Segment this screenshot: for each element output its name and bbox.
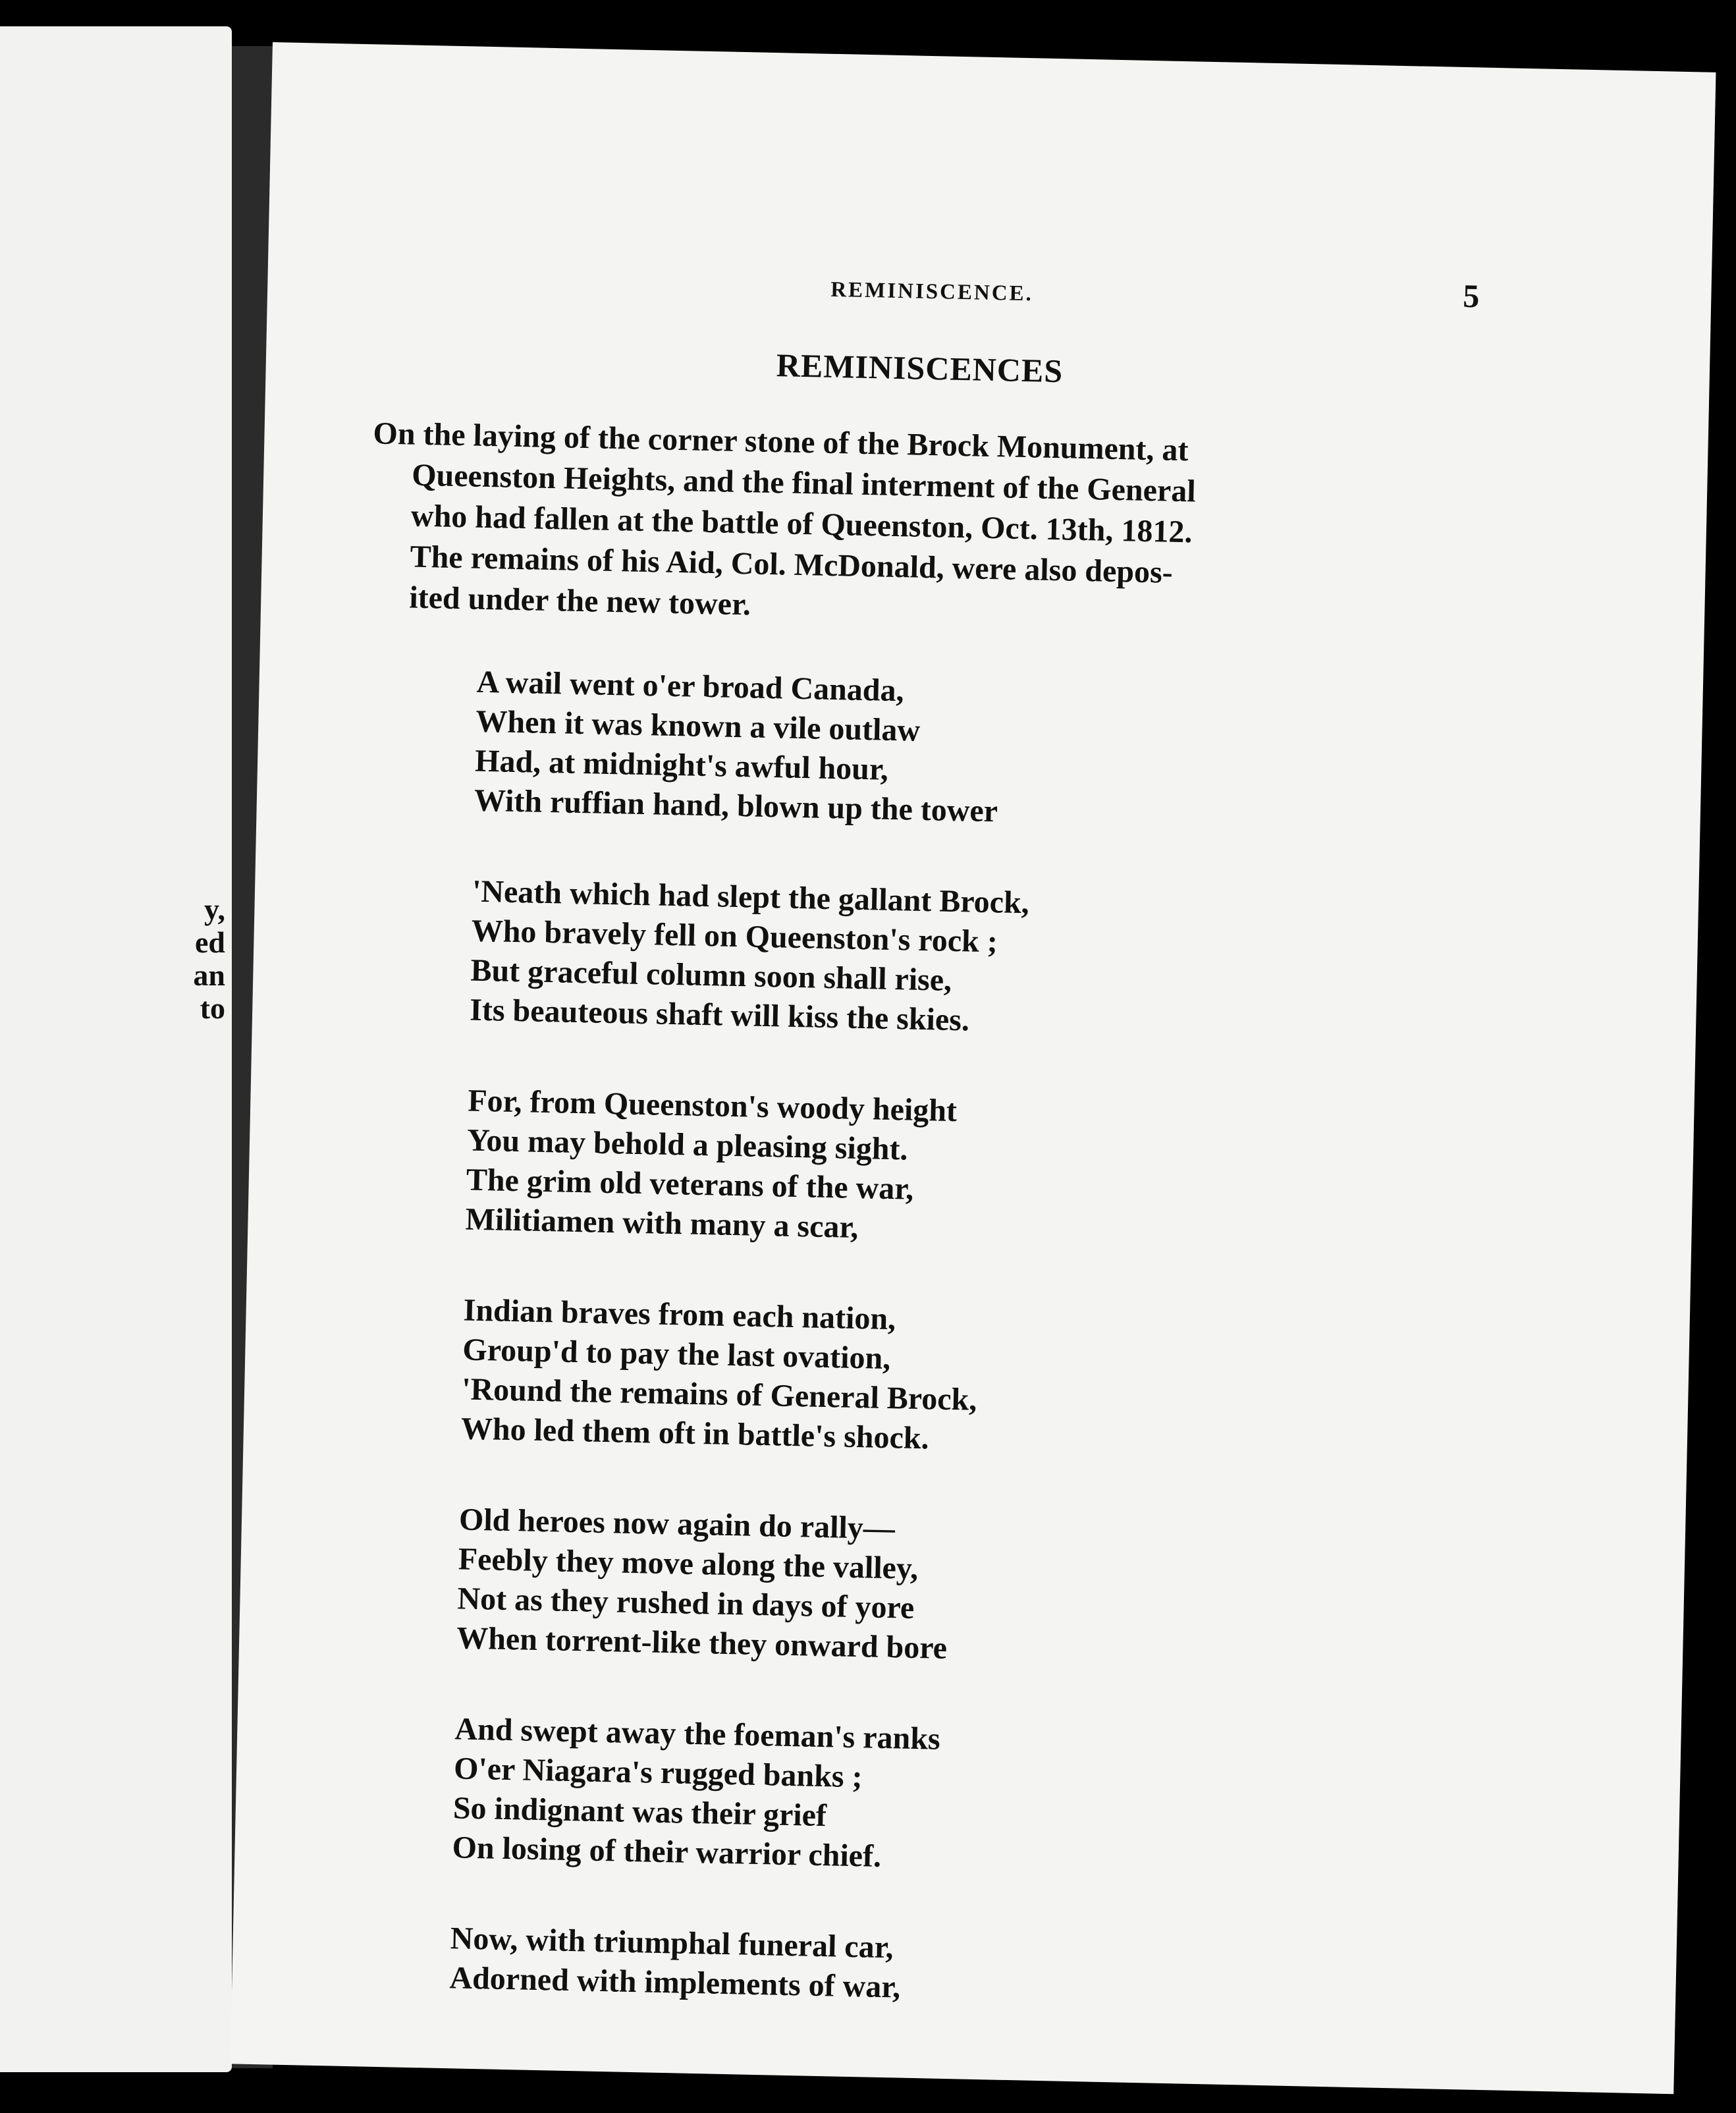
stanza	[465, 1082, 1025, 1251]
intro-line: On the laying of the corner stone of the Brock Monument, at	[373, 416, 1189, 468]
poem-line: Who led them oft in battle's shock.	[460, 1411, 930, 1456]
poem-line: Old heroes now again do rally—	[458, 1502, 896, 1547]
margin-fragment: to	[200, 991, 225, 1025]
intro-line: who had fallen at the battle of Queenston, Oct. 13th, 1812.	[410, 498, 1193, 550]
poem-line: On losing of their warrior chief.	[452, 1830, 882, 1874]
poem-line: Its beauteous shaft will kiss the skies.	[469, 992, 970, 1038]
poem-line: O'er Niagara's rugged banks ;	[453, 1751, 863, 1795]
stanza	[474, 663, 1034, 833]
left-page-margin-fragments	[193, 893, 225, 1025]
poem-line: Not as they rushed in days of yore	[457, 1581, 915, 1626]
poem-line: Who bravely fell on Queenston's rock ;	[471, 913, 998, 960]
stanza	[452, 1709, 1012, 1879]
poem-line: You may behold a pleasing sight.	[466, 1122, 909, 1167]
intro-line: ited under the new tower.	[408, 580, 751, 622]
poem-line: Had, at midnight's awful hour,	[474, 743, 889, 787]
stanza	[460, 1290, 1021, 1460]
poem-line: Feebly they move along the valley,	[458, 1541, 919, 1587]
intro-paragraph	[373, 414, 1450, 640]
intro-line: The remains of his Aid, Col. McDonald, were also depos-	[410, 539, 1174, 590]
stanza	[449, 1919, 1008, 2010]
poem-line: When torrent-like they onward bore	[456, 1620, 948, 1666]
poem	[448, 663, 1034, 2061]
poem-line: With ruffian hand, blown up the tower	[474, 782, 998, 829]
page-number: 5	[1462, 277, 1480, 315]
poem-line: 'Neath which had slept the gallant Brock,	[472, 873, 1030, 921]
right-page	[231, 42, 1716, 2094]
running-head: REMINISCENCE.	[830, 277, 1034, 306]
margin-fragment: y,	[204, 892, 225, 926]
poem-line: When it was known a vile outlaw	[475, 703, 921, 748]
left-page	[0, 26, 232, 2072]
stanza	[456, 1500, 1017, 1670]
stanza	[470, 872, 1030, 1042]
poem-line: So indignant was their grief	[452, 1790, 827, 1834]
intro-line: Queenston Heights, and the final interment of the General	[411, 457, 1197, 509]
poem-line: Indian braves from each nation,	[463, 1292, 896, 1337]
margin-fragment: ed	[195, 925, 225, 959]
poem-line: Group'd to pay the last ovation,	[462, 1332, 891, 1377]
poem-line: Now, with triumphal funeral car,	[450, 1921, 894, 1965]
margin-fragment: an	[193, 958, 225, 992]
poem-line: A wail went o'er broad Canada,	[476, 664, 905, 709]
poem-line: 'Round the remains of General Brock,	[461, 1371, 977, 1417]
poem-line: Militiamen with many a scar,	[465, 1201, 859, 1246]
poem-line: Adorned with implements of war,	[448, 1960, 901, 2005]
page-title: REMINISCENCES	[776, 346, 1064, 390]
poem-line: The grim old veterans of the war,	[466, 1162, 914, 1207]
poem-line: And swept away the foeman's ranks	[454, 1711, 941, 1757]
poem-line: But graceful column soon shall rise,	[470, 952, 952, 998]
poem-line: For, from Queenston's woody height	[467, 1083, 958, 1129]
